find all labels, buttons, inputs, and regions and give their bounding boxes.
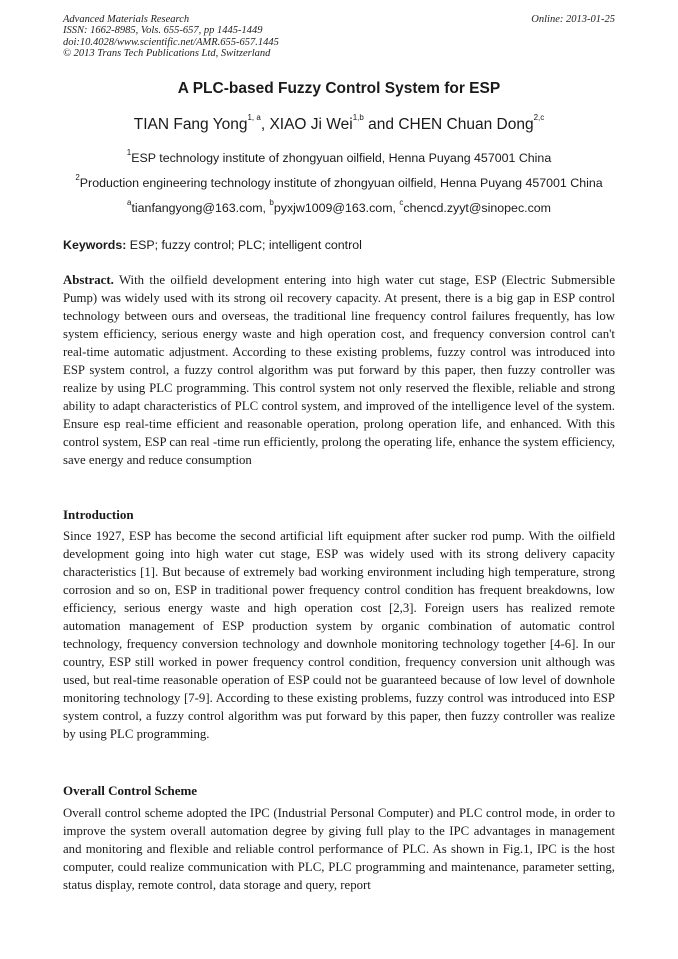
author-superscript: 2,c xyxy=(533,113,545,122)
keywords-label: Keywords: xyxy=(63,238,127,252)
journal-name: Advanced Materials Research xyxy=(63,14,190,25)
email-superscript: c xyxy=(399,198,404,207)
email-superscript: a xyxy=(127,198,132,207)
affiliation-superscript: 1 xyxy=(126,148,132,157)
author-name: TIAN Fang Yong xyxy=(133,116,248,133)
journal-copyright: © 2013 Trans Tech Publications Ltd, Switzerland xyxy=(63,47,271,59)
email-address[interactable]: pyxjw1009@163.com, xyxy=(273,201,400,215)
author-emails xyxy=(0,198,678,215)
keywords xyxy=(63,238,615,252)
author-list xyxy=(0,113,678,134)
author-superscript: 1,b xyxy=(352,113,364,122)
email-superscript: b xyxy=(269,198,274,207)
abstract xyxy=(63,271,615,469)
journal-doi: doi:10.4028/www.scientific.net/AMR.655-657.1445 xyxy=(63,36,279,48)
affiliation-text: ESP technology institute of zhongyuan oilfield, Henna Puyang 457001 China xyxy=(131,151,552,165)
email-address[interactable]: tianfangyong@163.com, xyxy=(131,201,270,215)
affiliation-superscript: 2 xyxy=(75,173,80,182)
author-superscript: 1, a xyxy=(247,113,261,122)
abstract-text: With the oilfield development entering into high water cut stage, ESP (Electric Submersible Pump) was widely used with its strong oil recovery capacity. At present, there is a big gap in ESP control technology between ours and overseas, the traditional line frequency control failures frequently, has low system efficiency, serious energy waste and high operation cost, and frequency conversion control can't real-time automatic adjustment. According to these existing problems, fuzzy control was introduced into ESP system control, a fuzzy control algorithm was put forward by this paper, then fuzzy controller was realize by using PLC programming. This control system not only reserved the flexible, reliable and strong ability to adapt characteristics of PLC control system, and improved of the intelligence level of the system. Ensure esp real-time efficient and reasonable operation, prolong operation life, and enhanced. With this control system, ESP can real -time run efficiently, prolong the operating life, enhance the system efficiency, save energy and reduce consumption xyxy=(63,273,615,467)
introduction-text: Since 1927, ESP has become the second artificial lift equipment after sucker rod pump. With the oilfield development going into high water cut stage, ESP was widely used with its strong delivery capacity characteristics [1]. But because of extremely bad working environment including high temperature, strong corrosion and so on, ESP in traditional power frequency control condition has frequent breakdowns, low efficiency, serious energy waste and high operation cost [2,3]. Foreign users has realized remote automation management of ESP production system by organic combination of automatic control technology, frequency conversion technology and downhole monitoring technology together [4-6]. In our country, ESP still worked in power frequency control condition, frequency conversion unit although was used, but real-time reasonable operation of ESP could not be guaranteed because of low level of downhole monitoring technology [7-9]. According to these existing problems, fuzzy control was introduced into ESP system control, a fuzzy control algorithm was put forward by this paper, then fuzzy controller was realize by using PLC programming. xyxy=(63,529,615,741)
overall-scheme-heading: Overall Control Scheme xyxy=(63,783,198,798)
author-separator: , xyxy=(260,116,270,133)
email-address[interactable]: chencd.zyyt@sinopec.com xyxy=(403,201,551,215)
paper-title: A PLC-based Fuzzy Control System for ESP xyxy=(177,80,501,97)
author-name: CHEN Chuan Dong xyxy=(398,116,534,133)
affiliation-1 xyxy=(0,148,678,165)
affiliation-text: Production engineering technology institute of zhongyuan oilfield, Henna Puyang 457001 China xyxy=(79,176,603,190)
introduction-heading: Introduction xyxy=(63,507,134,522)
author-separator: and xyxy=(363,116,399,133)
journal-header xyxy=(63,14,615,59)
overall-scheme-text: Overall control scheme adopted the IPC (Industrial Personal Computer) and PLC control mode, in order to improve the system overall automation degree by giving full play to the IPC advantages in management and monitoring and flexible and reliable control performance of PLC. As shown in Fig.1, IPC is the host computer, could realize communication with PLC, PLC programming and maintenance, parameter setting, status display, remote control, data storage and query, report xyxy=(63,806,615,892)
online-date: Online: 2013-01-25 xyxy=(531,14,615,25)
abstract-label: Abstract. xyxy=(63,273,114,287)
affiliation-2 xyxy=(0,173,678,190)
journal-issn: ISSN: 1662-8985, Vols. 655-657, pp 1445-1449 xyxy=(63,25,263,37)
author-name: XIAO Ji Wei xyxy=(269,116,353,133)
keywords-text: ESP; fuzzy control; PLC; intelligent control xyxy=(126,238,362,252)
